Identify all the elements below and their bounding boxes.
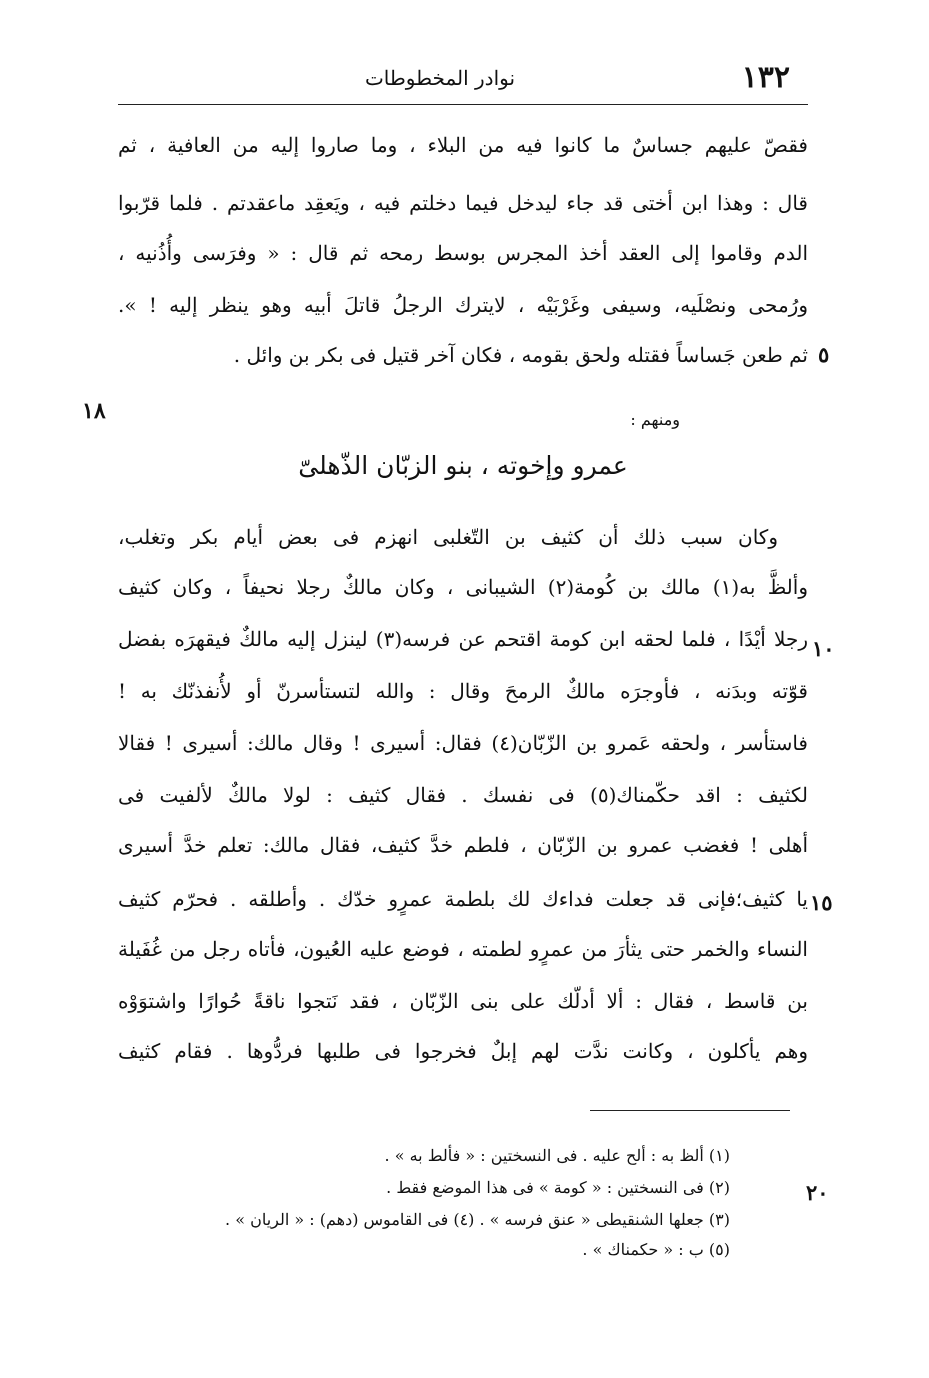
header-rule — [118, 104, 808, 105]
footnote-1: (١) ألظ به : ألح عليه . فى النسختين : « فألط به » . — [384, 1146, 730, 1165]
footnote-3-4: (٣) جعلها الشنقيطى « عنق فرسه » . (٤) فى القاموس (دهم) : « الريان » . — [225, 1210, 730, 1229]
text-line: الدم وقاموا إلى العقد أخذ المجرس بوسط رمحه ثم قال : « وفرَسى وأُذُنيه ، — [118, 241, 808, 265]
text-line: النساء والخمر حتى يثأرَ من عمرٍو لطمته ، فوضع عليه العُيون، فأتاه رجل من غُفَيلة — [118, 937, 808, 961]
text-line: فاستأسر ، ولحقه عَمرو بن الزّبّان(٤) فقال: أسيرى ! وقال مالك: أسيرى ! فقالا — [118, 731, 808, 755]
line-number-10: ١٠ — [812, 636, 835, 661]
text-line: قال : وهذا ابن أختى قد جاء ليدخل فيما دخلتم فيه ، ويَعقِد ماعقدتم . فلما قرّبوا — [118, 191, 808, 215]
text-line: يا كثيف؛فإنى قد جعلت فداءك لك بلطمة عمرٍو خدّك . وأطلقه . فحرّم كثيف — [118, 887, 808, 911]
line-number-5: ٥ — [818, 342, 830, 367]
text-line: ورُمحى ونصْلَيه، وسيفى وغَرْبَيْه ، لايترك الرجلُ قاتلَ أبيه وهو ينظر إليه ! ». — [118, 293, 808, 317]
page-number: ١٣٢ — [741, 60, 790, 95]
text-line: وكان سبب ذلك أن كثيف بن التّغلبى انهزم فى بعض أيام بكر وتغلب، — [118, 525, 778, 549]
text-line: بن قاسط ، فقال : ألا أدلّك على بنى الزّبّان ، فقد نَتجوا ناقةً حُوارًا واشتوَوْه — [118, 989, 808, 1013]
text-line: ثم طعن جَساساً فقتله ولحق بقومه ، فكان آخر قتيل فى بكر بن وائل . — [233, 343, 808, 367]
text-line: رجلا أيْدًا ، فلما لحقه ابن كومة اقتحم عن فرسه(٣) لينزل إليه مالكٌ فيقهرَه بفضل — [118, 627, 808, 651]
text-line: وألظَّ به(١) مالك بن كُومة(٢) الشيبانى ، وكان مالكٌ رجلا نحيفاً ، وكان كثيف — [118, 575, 808, 599]
footnote-rule — [590, 1110, 790, 1111]
text-line: وهم يأكلون ، وكانت ندَّت لهم إبلٌ فخرجوا فى طلبها فردُّوها . فقام كثيف — [118, 1039, 808, 1063]
text-line: لكثيف : اقد حكّمناك(٥) فى نفسك . فقال كثيف : لولا مالكٌ لألفيت فى — [118, 783, 808, 807]
section-number: ١٨ — [82, 398, 106, 424]
line-number-15: ١٥ — [810, 890, 833, 915]
line-number-20: ٢٠ — [806, 1180, 829, 1205]
running-title: نوادر المخطوطات — [364, 66, 516, 90]
text-line: فقصّ عليهم جساسٌ ما كانوا فيه من البلاء ، وما صاروا إليه من العافية ، ثم — [118, 133, 808, 157]
section-intro: ومنهم : — [630, 410, 680, 429]
text-line: قوّته وبدَنه ، فأوجرَه مالكٌ الرمحَ وقال : والله لتستأسرنّ أو لأُنفذنّك به ! — [118, 679, 808, 703]
footnote-2: (٢) فى النسختين : « كومة » فى هذا الموضع فقط . — [386, 1178, 730, 1197]
footnote-5: (٥) ب : « حكمناك » . — [582, 1240, 730, 1259]
text-line: أهلى ! فغضب عمرو بن الزّبّان ، فلطم خدَّ كثيف، فقال مالك: تعلم خدَّ أسيرى — [118, 833, 808, 857]
section-heading: عمرو وإخوته ، بنو الزبّان الذّهلىّ — [298, 451, 628, 480]
